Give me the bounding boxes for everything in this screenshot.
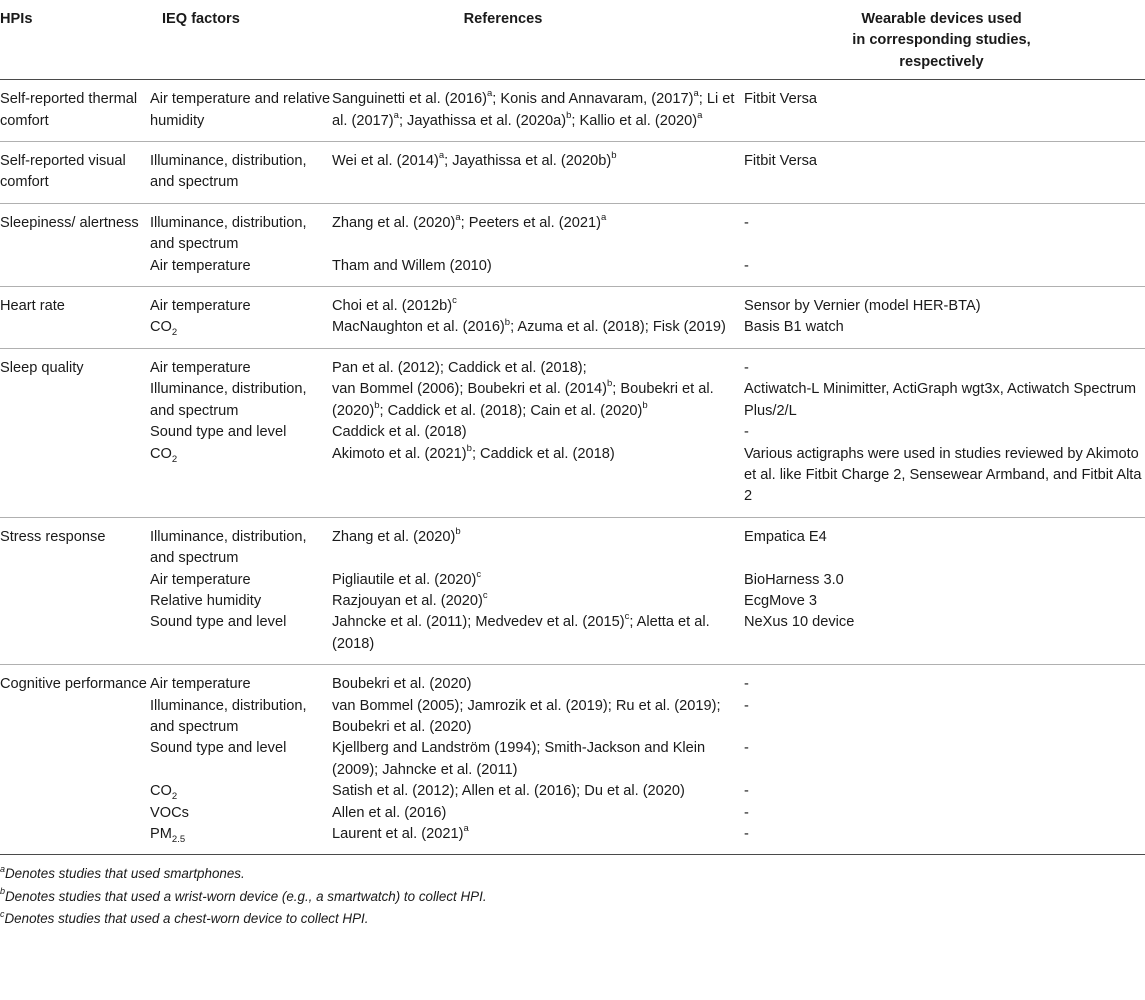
hpi-cell <box>0 570 150 591</box>
table-row <box>0 570 1145 591</box>
references-cell: Kjellberg and Landström (1994); Smith-Jackson and Klein (2009); Jahncke et al. (2011) <box>332 740 706 778</box>
hpi-cell: Self-reported thermal comfort <box>0 91 138 129</box>
table-row <box>0 444 1145 508</box>
table-row <box>0 317 1145 338</box>
hpi-cell: Heart rate <box>0 298 65 315</box>
references-cell: Caddick et al. (2018) <box>332 424 467 441</box>
ieq-cell: Sound type and level <box>150 740 287 757</box>
hpi-cell <box>0 824 150 845</box>
references-cell: Pigliautile et al. $(2020)^c$ <box>332 568 482 588</box>
device-cell: - <box>744 783 749 800</box>
device-cell: Basis B1 watch <box>744 319 844 336</box>
hpi-cell <box>0 803 150 824</box>
references-cell: MacNaughton et al. $(2016)^b$; Azuma et al. (2018); Fisk (2019) <box>332 316 726 336</box>
ieq-cell: $CO_2$ <box>150 445 178 465</box>
hpi-cell <box>0 738 150 781</box>
ieq-cell: Air temperature <box>150 359 251 376</box>
footnote: $^a$Denotes studies that used smartphones. <box>0 863 245 882</box>
device-cell: Empatica E4 <box>744 528 827 545</box>
ieq-cell: Illuminance, distribution, and spectrum <box>150 153 307 191</box>
references-cell: Pan et al. (2012); Caddick et al. (2018); <box>332 359 587 376</box>
device-cell: Actiwatch-L Minimitter, ActiGraph wgt3x, Actiwatch Spectrum Plus/2/L <box>744 381 1137 419</box>
ieq-cell: Illuminance, distribution, and spectrum <box>150 697 307 735</box>
table-body <box>0 80 1145 855</box>
table-row <box>0 612 1145 655</box>
hpi-cell: Sleepiness/ alertness <box>0 214 139 231</box>
references-cell: Zhang et al. $(2020)^b$ <box>332 525 461 545</box>
hpi-cell: Self-reported visual comfort <box>0 153 126 191</box>
hpi-cell <box>0 612 150 655</box>
hpi-cell <box>0 317 150 338</box>
references-cell: Boubekri et al. (2020) <box>332 676 472 693</box>
table-header <box>0 0 1145 80</box>
hpi-cell: Stress response <box>0 528 106 545</box>
ieq-cell: Sound type and level <box>150 614 287 631</box>
references-cell: Wei et al. $(2014)^a$; Jayathissa et al. $(2020b)^b$ <box>332 150 617 170</box>
ieq-cell: Air temperature <box>150 298 251 315</box>
footnotes <box>0 855 1145 931</box>
device-cell: - <box>744 676 749 693</box>
ieq-cell: Illuminance, distribution, and spectrum <box>150 528 307 567</box>
device-cell: - <box>744 214 749 231</box>
hpi-cell: Cognitive performance <box>0 676 147 693</box>
device-cell: - <box>744 740 749 757</box>
ieq-cell: $CO_2$ <box>150 783 178 803</box>
table-group <box>0 80 1145 142</box>
ieq-cell: Sound type and level <box>150 424 287 441</box>
table-row <box>0 527 1145 570</box>
header-ieq-factors: IEQ factors <box>162 11 240 27</box>
hpi-cell: Sleep quality <box>0 359 84 376</box>
hpi-cell <box>0 422 150 443</box>
device-cell: Fitbit Versa <box>744 91 817 108</box>
header-wearable-devices: Wearable devices used in corresponding studies, respectively <box>852 11 1031 70</box>
hpi-cell <box>0 379 150 422</box>
ieq-cell: Illuminance, distribution, and spectrum <box>150 381 307 419</box>
ieq-cell: Air temperature and relative humidity <box>150 91 331 129</box>
table-row <box>0 89 1145 132</box>
table-group <box>0 349 1145 518</box>
table-group <box>0 665 1145 855</box>
ieq-cell: Illuminance, distribution, and spectrum <box>150 214 307 253</box>
table-row <box>0 296 1145 317</box>
references-cell: Tham and Willem (2010) <box>332 257 492 274</box>
references-cell: Sanguinetti et al. $(2016)^a$; Konis and Annavaram, $(2017)^a$; Li et al. $(2017)^a$; Jayathissa et al. $(2020a)^b$; Kallio et al. $(2020)^a$ <box>332 88 735 129</box>
device-cell: - <box>744 424 749 441</box>
references-cell: Satish et al. (2012); Allen et al. (2016); Du et al. (2020) <box>332 783 685 800</box>
table-group <box>0 287 1145 349</box>
table-group <box>0 142 1145 204</box>
table-group <box>0 204 1145 287</box>
device-cell: - <box>744 804 749 821</box>
hpi-cell <box>0 444 150 508</box>
table-row <box>0 422 1145 443</box>
table-row <box>0 213 1145 256</box>
references-cell: Zhang et al. $(2020)^a$; Peeters et al. $(2021)^a$ <box>332 211 607 231</box>
ieq-cell: VOCs <box>150 804 189 821</box>
ieq-cell: Relative humidity <box>150 592 262 609</box>
table-row <box>0 738 1145 781</box>
device-cell: - <box>744 257 749 274</box>
references-cell: van Bommel (2005); Jamrozik et al. (2019); Ru et al. (2019); Boubekri et al. (2020) <box>332 697 721 735</box>
references-cell: Laurent et al. $(2021)^a$ <box>332 823 469 842</box>
ieq-cell: Air temperature <box>150 571 251 588</box>
device-cell: EcgMove 3 <box>744 592 818 609</box>
ieq-cell: Air temperature <box>150 257 251 274</box>
references-cell: van Bommel (2006); Boubekri et al. $(2014)^b$; Boubekri et al. $(2020)^b$; Caddick et al. (2018); Cain et al. $(2020)^b$ <box>332 378 714 419</box>
footnote: $^b$Denotes studies that used a wrist-worn device (e.g., a smartwatch) to collect HPI. <box>0 886 487 904</box>
table-row <box>0 358 1145 379</box>
hpi-cell <box>0 591 150 612</box>
table-row <box>0 696 1145 739</box>
header-hpis: HPIs <box>0 11 33 27</box>
table-group <box>0 518 1145 665</box>
ieq-cell: Air temperature <box>150 676 251 693</box>
table-row <box>0 674 1145 695</box>
device-cell: - <box>744 697 749 714</box>
table-row <box>0 256 1145 277</box>
table-row <box>0 803 1145 824</box>
device-cell: BioHarness 3.0 <box>744 571 844 588</box>
hpi-cell <box>0 781 150 802</box>
hpi-cell <box>0 696 150 739</box>
footnote: $^c$Denotes studies that used a chest-worn device to collect HPI. <box>0 908 369 927</box>
references-cell: Choi et al. $(2012b)^c$ <box>332 295 457 315</box>
device-cell: NeXus 10 device <box>744 614 855 631</box>
ieq-cell: $CO_2$ <box>150 319 178 339</box>
references-cell: Akimoto et al. $(2021)^b$; Caddick et al. (2018) <box>332 442 615 462</box>
header-references: References <box>463 11 543 27</box>
device-cell: Various actigraphs were used in studies reviewed by Akimoto et al. like Fitbit Charge 2, Sensewear Armband, and Fitbit Alta 2 <box>744 445 1142 505</box>
device-cell: - <box>744 359 749 376</box>
table-row <box>0 824 1145 845</box>
references-cell: Razjouyan et al. $(2020)^c$ <box>332 590 488 609</box>
device-cell: Fitbit Versa <box>744 153 817 170</box>
hpi-cell <box>0 256 150 277</box>
table-row <box>0 379 1145 422</box>
table-row <box>0 591 1145 612</box>
table-row <box>0 781 1145 802</box>
references-cell: Jahncke et al. (2011); Medvedev et al. $(2015)^c$; Aletta et al. (2018) <box>332 611 710 652</box>
table-row <box>0 151 1145 194</box>
device-cell: Sensor by Vernier (model HER-BTA) <box>744 298 981 315</box>
ieq-cell: $PM_{2.5}$ <box>150 826 186 845</box>
device-cell: - <box>744 826 749 842</box>
references-cell: Allen et al. (2016) <box>332 804 447 821</box>
